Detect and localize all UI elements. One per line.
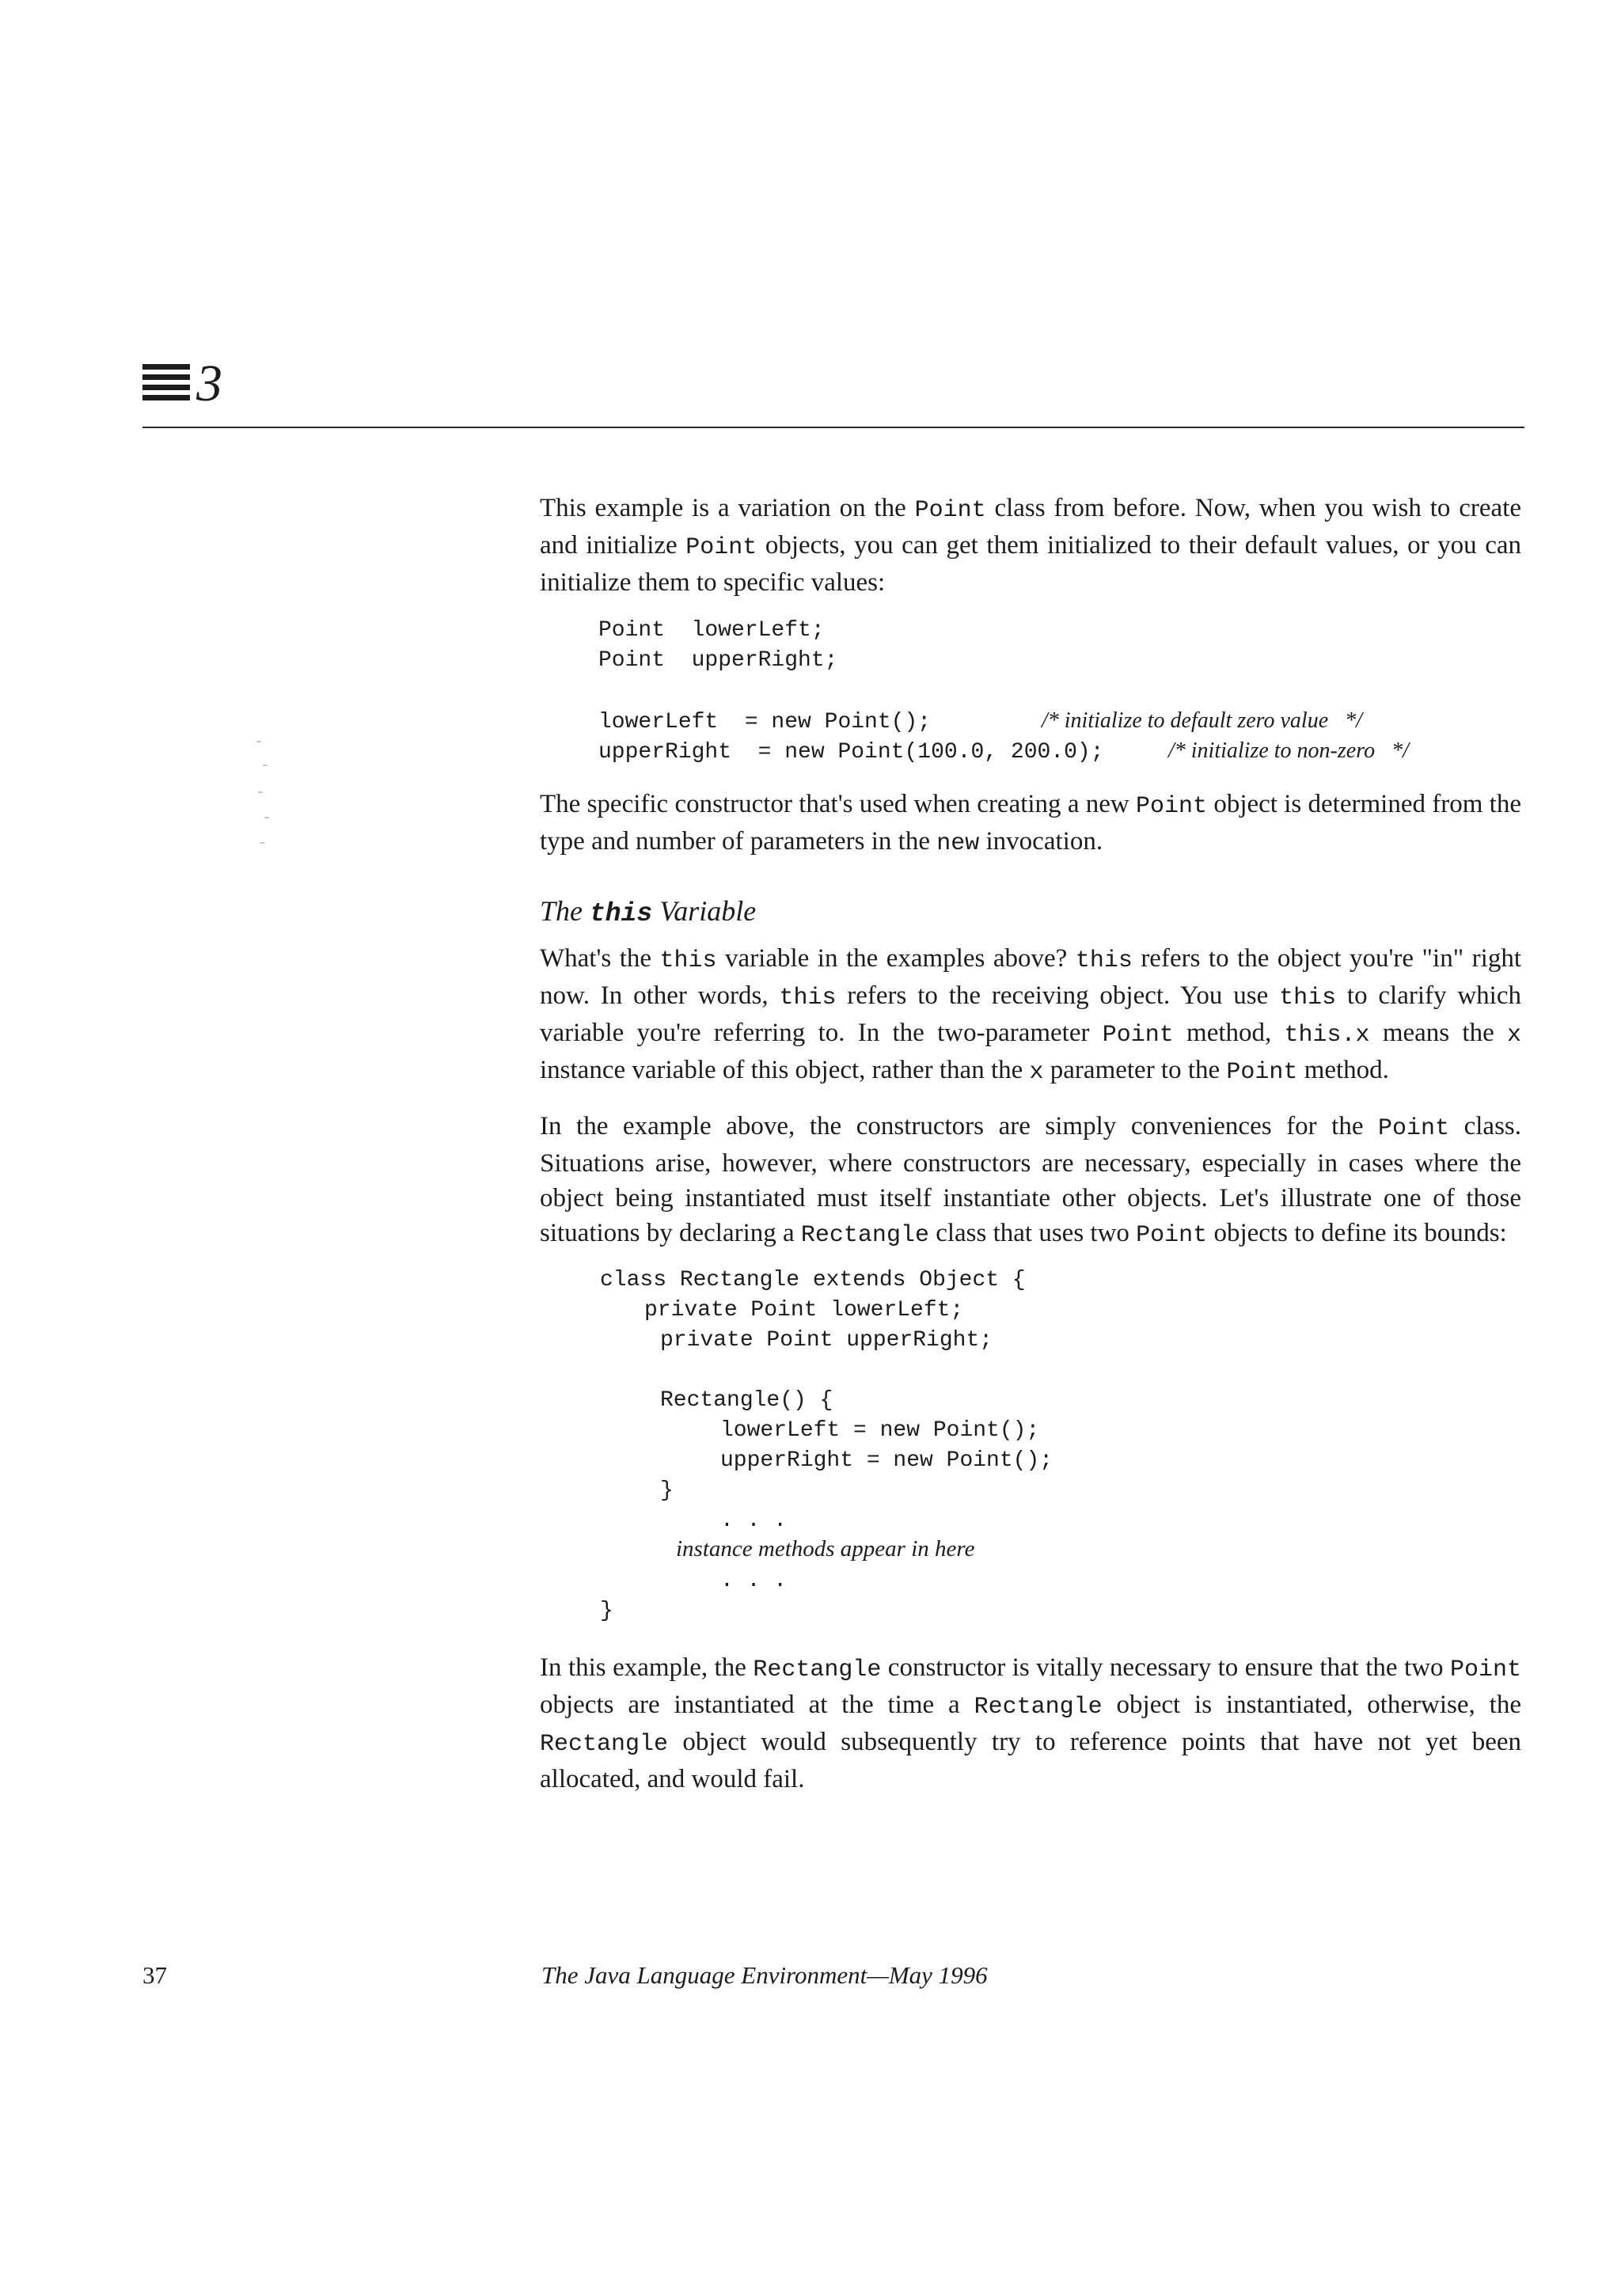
paragraph-this: What's the this variable in the examples above? this refers to the object you're "in" right now. In other words, this refers to the receiving object. You use this to clarify which variable you're referring to. In the two-parameter Point method, this.x means the x instance variable of this object, rather than the x parameter to the Point method. [540,944,1521,1086]
code-block-point: Point lowerLeft; Point upperRight; lowerLeft = new Point(); /* initialize to default zero value */ upperRight = new Point(100.0, 200.0); /* initialize to non-zero */ [598,618,1409,765]
chapter-number: 3 [196,355,222,412]
section-heading: The this Variable [540,895,757,928]
scan-specks [252,736,283,863]
page-content [540,491,1521,1797]
page-number: 37 [142,1961,167,1989]
chapter-mark-icon [142,364,190,405]
running-footer: The Java Language Environment—May 1996 [541,1961,988,1989]
code-block-rectangle: class Rectangle extends Object { private Point lowerLeft; private Point upperRight; Rectangle() { lowerLeft = new Point(); upperRight = new Point(); } . . . instance methods appear in here . . . } [600,1268,1053,1623]
header-rule [142,427,1524,428]
paragraph-intro: This example is a variation on the Point class from before. Now, when you wish to create and initialize Point objects, you can get them initialized to their default values, or you can initialize them to specific values: [540,494,1521,597]
paragraph-conclusion: In this example, the Rectangle constructor is vitally necessary to ensure that the two Point objects are instantiated at the time a Rectangle object is instantiated, otherwise, the Rectangle object would subsequently try to reference points that have not yet been allocated, and would fail. [540,1653,1521,1793]
paragraph-constructor: The specific constructor that's used when creating a new Point object is determined from the type and number of parameters in the new invocation. [540,790,1521,857]
paragraph-rectangle: In the example above, the constructors are simply conveniences for the Point class. Situations arise, however, where constructors are necessary, especially in cases where the object being instantiated must itself instantiate other objects. Let's illustrate one of those situations by declaring a Rectangle class that uses two Point objects to define its bounds: [540,1112,1521,1249]
